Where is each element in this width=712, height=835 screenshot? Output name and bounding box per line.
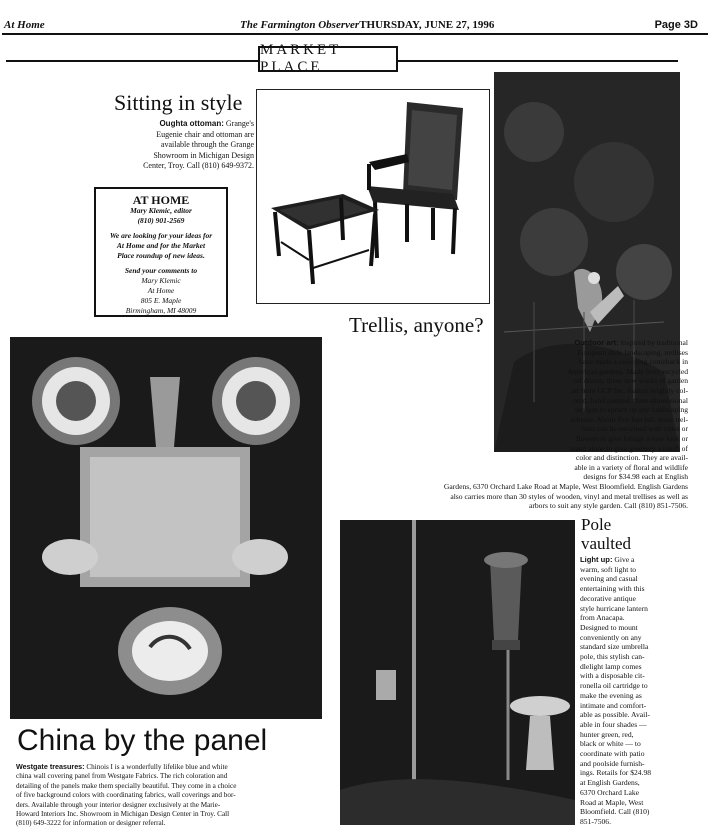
text-line: ronella oil cartridge to <box>580 681 648 691</box>
text-line: arbors to suit any style garden. Call (810) 851-7506. <box>528 501 688 511</box>
text-line: oil drums, these new works of garden <box>573 376 688 386</box>
text-line: make the evening as <box>580 690 642 700</box>
text-line: ored, hand painted, three-dimensional <box>573 395 688 405</box>
chair-ottoman-photo <box>256 89 490 304</box>
lantern-pole-photo <box>340 520 575 825</box>
text-line: Designed to mount <box>580 622 638 632</box>
text-line: color and distinction. They are avail- <box>575 453 688 463</box>
text-line: coordinate with patio <box>580 749 645 759</box>
sitting-text <box>112 119 254 172</box>
section-name: At Home <box>4 19 45 31</box>
at-home-title: AT HOME <box>132 193 190 207</box>
text-line: Center, Troy. Call (810) 649-9372. <box>143 161 254 170</box>
text-line: designs for $34.98 each at English <box>583 472 688 482</box>
text-line: Eugenie chair and ottoman are <box>156 129 254 139</box>
text-line: also carries more than 30 styles of wooden, vinyl and metal trellises as well as <box>450 491 688 501</box>
text-line: (810) 649-3222 for information or designer referral. <box>16 819 166 828</box>
text-line: ings. Retails for $24.98 <box>580 768 652 778</box>
page-number: Page 3D <box>654 19 698 31</box>
text-line: pole, this stylish can- <box>580 652 645 662</box>
header-rule <box>2 33 708 35</box>
section-banner: MARKET PLACE <box>258 46 398 72</box>
pole-lead: Light up: <box>580 555 613 564</box>
text-line: Grange's <box>225 119 254 128</box>
text-line: at English Gardens, <box>580 778 640 788</box>
text-line: evening and casual <box>580 574 638 584</box>
text-line: black or white — to <box>580 739 641 749</box>
pole-text <box>580 555 704 827</box>
headline-line: vaulted <box>581 534 632 553</box>
text-line: Road at Maple, West <box>580 797 644 807</box>
sitting-lead: Oughta ottoman: <box>159 119 224 128</box>
text-line: decorative antique <box>580 593 636 603</box>
editor-phone: (810) 901-2569 <box>137 216 185 225</box>
text-line: Give a <box>614 555 635 564</box>
text-line: Chinois I is a wonderfully lifelike blue and white <box>86 763 228 771</box>
text-line: lises can be entwined with vines or <box>581 424 688 434</box>
headline-china: China by the panel <box>17 724 268 757</box>
text-line: ders. Available through your interior designer exclusively at the Marie- <box>16 800 221 809</box>
masthead <box>240 19 494 31</box>
headline-sitting: Sitting in style <box>114 90 243 115</box>
text-line: European style landscaping, trellises <box>577 347 688 357</box>
text-line: scheme. About five feet tall, these trel- <box>570 414 688 424</box>
text-line: able in four shades — <box>580 719 647 729</box>
address-line: At Home <box>147 286 175 295</box>
text-line: Inspired by traditional <box>620 338 688 347</box>
text-line: conveniently on any <box>580 632 642 642</box>
text-line: from Anacapa. <box>580 613 625 623</box>
china-panel-photo <box>10 337 322 719</box>
text-line: warm, soft light to <box>580 564 637 574</box>
text-line: available through the Grange <box>160 140 254 149</box>
text-line: dlelight lamp comes <box>580 661 642 671</box>
text-line: Gardens, 6370 Orchard Lake Road at Maple, West Bloomfield. English Gardens <box>443 481 688 491</box>
china-text <box>16 762 334 829</box>
publication-name: The Farmington Observer <box>240 19 360 31</box>
issue-date: THURSDAY, JUNE 27, 1996 <box>359 19 495 31</box>
banner-rule-right <box>398 60 678 62</box>
text-line: art from GCP Inc. feature brightly col- <box>570 385 688 395</box>
headline-pole <box>581 515 631 553</box>
editor-name: Mary Klemic, editor <box>130 206 192 215</box>
text-line: of five background colors with coordinating fabrics, wall coverings and bor- <box>16 791 236 800</box>
text-line: have made a sweeping comeback in <box>578 357 688 367</box>
request-line: Place roundup of new ideas. <box>117 251 205 260</box>
text-line: designs to spruce up any landscaping <box>575 405 688 415</box>
text-line: china wall covering panel from Westgate Fabrics. The rich coloration and <box>16 772 228 781</box>
text-line: with a disposable cit- <box>580 671 645 681</box>
address-line: Birmingham, MI 48009 <box>125 306 197 315</box>
request-line: We are looking for your ideas for <box>109 231 213 240</box>
text-line: and poolside furnish- <box>580 758 645 768</box>
text-line: able as possible. Avail- <box>580 710 650 720</box>
trellis-lead: Outdoor art: <box>574 338 619 347</box>
request-line: At Home and for the Market <box>116 241 206 250</box>
text-line: Bloomfield. Call (810) <box>580 807 650 817</box>
address-line: Send your comments to <box>124 266 198 275</box>
headline-trellis: Trellis, anyone? <box>349 313 484 337</box>
text-line: American gardens. Made from recycled <box>567 366 688 376</box>
text-line: style hurricane lantern <box>580 603 648 613</box>
text-line: hunter green, red, <box>580 729 634 739</box>
text-line: standard size umbrella <box>580 642 649 652</box>
banner-rule-left <box>6 60 258 62</box>
text-line: flowers to give foliage a new look or <box>576 433 688 443</box>
text-line: 6370 Orchard Lake <box>580 787 640 797</box>
address-line: 805 E. Maple <box>140 296 182 305</box>
china-lead: Westgate treasures: <box>16 762 85 771</box>
text-line: stand alone to give greenery a touch of <box>570 443 688 453</box>
headline-line: Pole <box>581 515 612 534</box>
address-line: Mary Klemic <box>141 276 181 285</box>
text-line: 851-7506. <box>580 816 612 826</box>
text-line: detailing of the panels make them specially beautiful. They come in a choice <box>16 781 237 790</box>
text-line: intimate and comfort- <box>580 700 647 710</box>
text-line: Showroom in Michigan Design <box>153 150 254 160</box>
text-line: able in a variety of floral and wildlife <box>574 462 688 472</box>
at-home-info-box <box>94 187 228 317</box>
text-line: Howard Interiors Inc. Showroom in Michigan Design Center in Troy. Call <box>16 810 230 819</box>
text-line: entertaining with this <box>580 584 645 594</box>
